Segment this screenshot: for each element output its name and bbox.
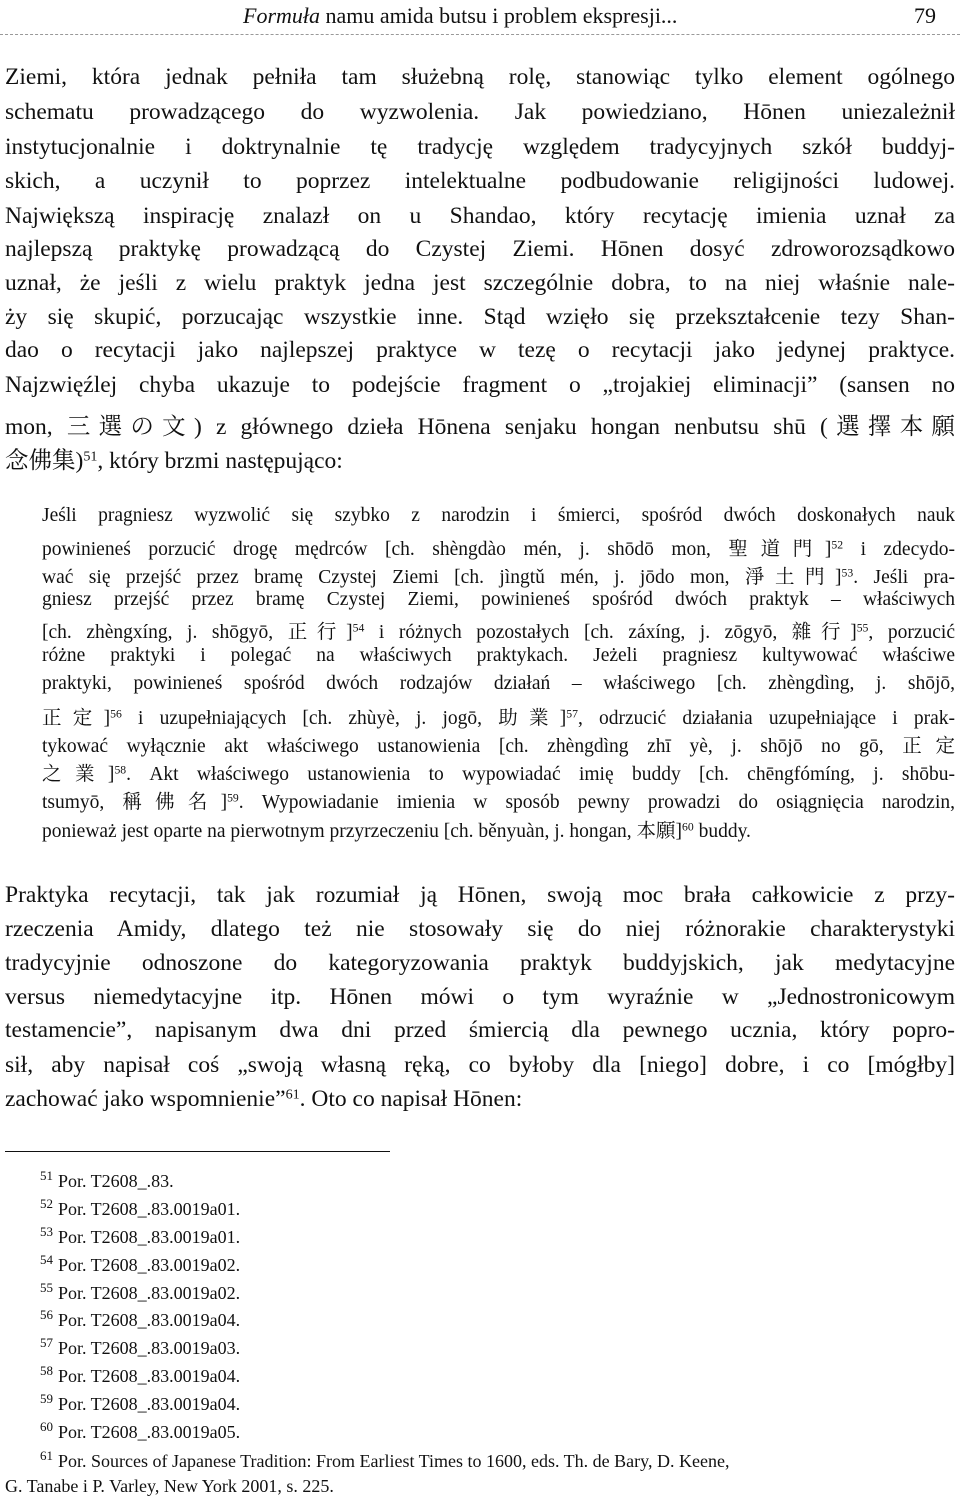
text-run: powinieneś porzucić drogę mędrców [ch. shèngdào mén, j. shōdō mon, 聖道門] (42, 539, 832, 560)
footnote-ref: 54 (352, 621, 365, 635)
text-run: , porzucić (868, 622, 955, 643)
footnote-61-continuation: G. Tanabe i P. Varley, New York 2001, s. 225. (5, 1476, 334, 1496)
text-run: . Oto co napisał Hōnen: (299, 1086, 523, 1112)
footnote-ref: 55 (856, 621, 869, 635)
text-run: schematu prowadzącego do wyzwolenia. Jak powiedziano, Hōnen uniezależnił (5, 99, 955, 125)
footnote-number: 61 (40, 1448, 53, 1463)
p1-line (5, 203, 955, 230)
p2-line (5, 1052, 955, 1079)
text-run: instytucjonalnie i doktrynalnie tę tradycję względem tradycyjnych szkół buddyj- (5, 134, 955, 160)
footnote-61 (40, 1448, 960, 1472)
text-run: skich, a uczynił to poprzez intelektualne podbudowanie religijności ludowej. (5, 168, 955, 194)
p2-line (5, 1017, 955, 1044)
p2-line (5, 950, 955, 977)
text-run: ży się skupić, porzucając wszystkie inne. Stąd wzięło się przekształcenie tezy Shan- (5, 304, 955, 330)
p1-line (5, 407, 955, 441)
p2-line (5, 1086, 955, 1113)
footnote-text: Por. T2608_.83.0019a04. (58, 1310, 241, 1330)
footnote-text: Por. T2608_.83.0019a02. (58, 1255, 241, 1275)
footnote-ref: 52 (831, 538, 844, 552)
running-header (0, 2, 960, 35)
quote-line (42, 730, 955, 758)
footnote-ref: 60 (682, 820, 694, 834)
footnote-rule (5, 1151, 390, 1152)
p1-line (5, 372, 955, 399)
quote-line (42, 673, 955, 695)
footnote-51 (40, 1168, 960, 1192)
footnote-text: Por. T2608_.83.0019a05. (58, 1422, 241, 1442)
quote-line (42, 702, 955, 730)
footnote-number: 53 (40, 1224, 53, 1239)
text-run: testamencie”, napisanym dwa dni przed śmiercią dla pewnego ucznia, który popro- (5, 1017, 955, 1043)
running-title (243, 2, 677, 30)
footnote-text: Por. T2608_.83.0019a02. (58, 1283, 241, 1303)
running-title-italic: Formuła (243, 3, 320, 28)
p1-line (5, 64, 955, 91)
text-run: różne praktyki i polegać na właściwych praktykach. Jeżeli pragniesz kultywować właściwe (42, 645, 955, 666)
text-run: , odrzucić działania uzupełniające i prak- (577, 708, 955, 729)
footnote-number: 54 (40, 1252, 53, 1267)
text-run: tykować wyłącznie akt właściwego ustanowienia [ch. zhèngdìng zhī yè, j. shōjō no gō, 正定 (42, 736, 955, 757)
text-run: Najzwięźlej chyba ukazuje to podejście fragment o „trojakiej eliminacji” (sansen no (5, 372, 955, 398)
quote-line (42, 533, 955, 561)
text-run: dao o recytacji jako najlepszej praktyce w tezę o recytacji jako jedynej praktyce. (5, 337, 955, 363)
footnote-number: 58 (40, 1363, 53, 1378)
footnote-number: 57 (40, 1335, 53, 1350)
text-run: i uzupełniających [ch. zhùyè, j. jogō, 助業] (121, 708, 567, 729)
text-run: tradycyjnie odnoszone do kategoryzowania praktyk buddyjskich, jak medytacyjne (5, 950, 955, 976)
text-run: uznał, że jeśli z wielu praktyk jedna jest szczególnie dobra, to na niej właśnie nale- (5, 270, 955, 296)
quote-line (42, 758, 955, 786)
footnote-number: 51 (40, 1168, 53, 1183)
text-run: Największą inspirację znalazł on u Shandao, który recytację imienia uznał za (5, 203, 955, 229)
footnote-number: 60 (40, 1419, 53, 1434)
quote-line (42, 616, 955, 644)
text-run: Praktyka recytacji, tak jak rozumiał ją Hōnen, swoją moc brała całkowicie z przy- (5, 882, 955, 908)
footnote-text: Por. T2608_.83.0019a03. (58, 1338, 241, 1358)
footnote-ref: 51 (83, 448, 98, 465)
footnote-58 (40, 1363, 960, 1387)
text-run: sił, aby napisał coś „swoją własną ręką, co byłoby dla [niego] dobre, i co [mógłby] (5, 1052, 955, 1078)
p1-line (5, 99, 955, 126)
text-run: . Wypowiadanie imienia w sposób pewny prowadzi do osiągnięcia narodzin, (238, 792, 955, 813)
text-run: Jeśli pragniesz wyzwolić się szybko z narodzin i śmierci, spośród dwóch doskonałych nauk (42, 505, 955, 526)
footnote-text: Por. T2608_.83.0019a04. (58, 1394, 241, 1414)
footnote-ref: 56 (110, 707, 122, 721)
text-run: 之業] (42, 764, 115, 785)
footnote-52 (40, 1196, 960, 1220)
quote-line (42, 815, 955, 843)
footnote-59 (40, 1391, 960, 1415)
running-title-rest: namu amida butsu i problem ekspresji... (320, 3, 678, 28)
footnote-57 (40, 1335, 960, 1359)
footnote-ref: 57 (566, 707, 578, 721)
footnote-text: Por. T2608_.83.0019a01. (58, 1227, 241, 1247)
text-run: Ziemi, która jednak pełniła tam służebną rolę, stanowiąc tylko element ogólnego (5, 64, 955, 90)
quote-line (42, 786, 955, 814)
quote-line (42, 589, 955, 611)
footnote-text: Por. Sources of Japanese Tradition: From Earliest Times to 1600, eds. Th. de Bary, D. Keene, (58, 1451, 730, 1471)
text-run: rzeczenia Amidy, dlatego też nie stosowały się do niej różnorakie charakterystyki (5, 916, 955, 942)
footnote-text: Por. T2608_.83.0019a04. (58, 1366, 241, 1386)
footnote-ref: 59 (227, 791, 239, 805)
p2-line (5, 916, 955, 943)
quote-line (42, 505, 955, 527)
text-run: 念佛集) (5, 448, 84, 474)
text-run: versus niemedytacyjne itp. Hōnen mówi o tym wyraźnie w „Jednostronicowym (5, 984, 955, 1010)
p1-line (5, 134, 955, 161)
footnote-56 (40, 1307, 960, 1331)
text-run: wać się przejść przez bramę Czystej Ziemi [ch. jìngtǔ mén, j. jōdo mon, 淨土門] (42, 567, 842, 588)
footnote-number: 59 (40, 1391, 53, 1406)
footnote-54 (40, 1252, 960, 1276)
p1-line (5, 337, 955, 364)
footnote-60 (40, 1419, 960, 1443)
footnote-ref: 53 (841, 566, 854, 580)
page-number: 79 (914, 3, 936, 28)
footnote-53 (40, 1224, 960, 1248)
footnote-text: Por. T2608_.83. (58, 1171, 174, 1191)
footnote-ref: 61 (285, 1086, 300, 1103)
p1-line (5, 441, 955, 475)
footnote-ref: 58 (114, 763, 127, 777)
text-run: i zdecydo- (843, 539, 955, 560)
quote-line (42, 645, 955, 667)
text-run: 正定] (42, 708, 111, 729)
text-run: ponieważ jest oparte na pierwotnym przyrzeczeniu [ch. běnyuàn, j. hongan, 本願] (42, 821, 683, 842)
footnote-55 (40, 1280, 960, 1304)
text-run: buddy. (693, 821, 751, 842)
footnote-text: Por. T2608_.83.0019a01. (58, 1199, 241, 1219)
footnote-number: 52 (40, 1196, 53, 1211)
text-run: najlepszą praktykę prowadzącą do Czystej Ziemi. Hōnen dosyć zdroworozsądkowo (5, 236, 955, 262)
p2-line (5, 984, 955, 1011)
quote-line (42, 561, 955, 589)
p1-line (5, 168, 955, 195)
text-run: i różnych pozostałych [ch. záxíng, j. zōgyō, 雜行] (364, 622, 857, 643)
text-run: mon, 三選の文) z głównego dzieła Hōnena senjaku hongan nenbutsu shū (選擇本願 (5, 414, 955, 440)
p1-line (5, 236, 955, 263)
text-run: praktyki, powinieneś spośród dwóch rodzajów działań – właściwego [ch. zhèngdìng, j. shōjō, (42, 673, 955, 694)
text-run: [ch. zhèngxíng, j. shōgyō, 正行] (42, 622, 353, 643)
p1-line (5, 304, 955, 331)
footnote-number: 56 (40, 1307, 53, 1322)
text-run: . Akt właściwego ustanowienia to wypowiadać imię buddy [ch. chēngfómíng, j. shōbu- (126, 764, 955, 785)
text-run: gniesz przejść przez bramę Czystej Ziemi, powinieneś spośród dwóch praktyk – właściwych (42, 589, 955, 610)
p2-line (5, 882, 955, 909)
text-run: zachować jako wspomnienie” (5, 1086, 286, 1112)
text-run: . Jeśli pra- (853, 567, 956, 588)
p1-line (5, 270, 955, 297)
footnote-number: 55 (40, 1280, 53, 1295)
text-run: , który brzmi następująco: (97, 448, 343, 474)
text-run: tsumyō, 稱佛名] (42, 792, 228, 813)
